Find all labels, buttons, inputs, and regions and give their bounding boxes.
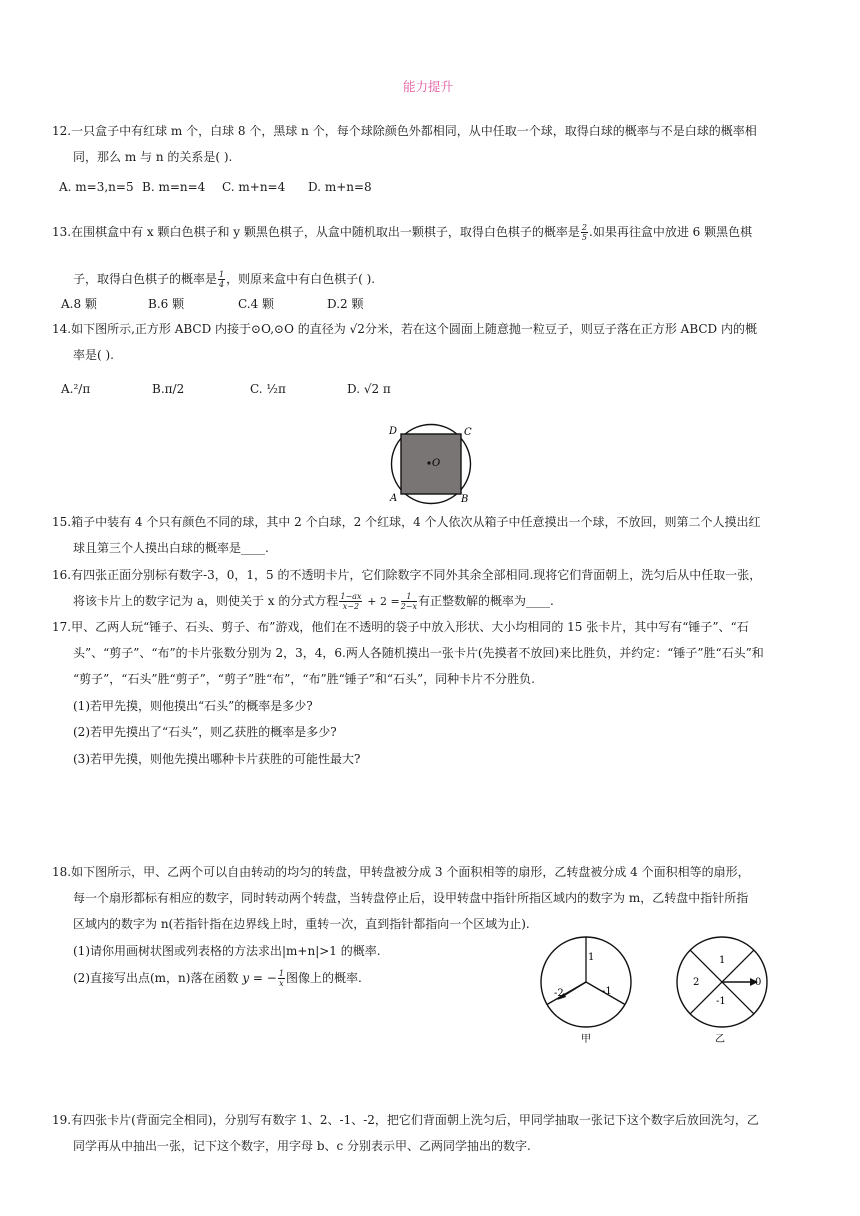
center-point [427,461,430,464]
q14-line1: 14.如下图所示,正方形 ABCD 内接于⊙O,⊙O 的直径为 √2分米，若在这个圆面上随意抛一粒豆子，则豆子落在正方形 ABCD 内的概 [52,322,757,336]
q18-sub2-num: 1 [278,969,284,978]
label-a: A [390,493,398,504]
q14-option-b: B.π/2 [152,382,185,396]
q16-eq-den2: 2−x [400,602,418,611]
q18-sub2-fraction [278,969,285,988]
q12-line1: 12.一只盒子中有红球 m 个，白球 8 个，黑球 n 个，每个球除颜色外都相同，从中任取一个球，取得白球的概率与不是白球的概率相 [52,124,757,138]
q13-option-b: B.6 颗 [148,297,185,311]
q14-line2: 率是( ). [73,348,114,362]
q12-option-d: D. m+n=8 [308,180,372,194]
label-d: D [389,426,398,437]
q18-sub2-y: y = − [242,971,277,985]
q12-line2: 同，那么 m 与 n 的关系是( ). [73,150,233,164]
q16-eq-num2: 1 [401,592,417,602]
q13-line1 [52,223,752,242]
q13-frac2-den: 4 [219,280,225,289]
q13-frac1-num: 2 [581,223,587,232]
q13-frac1-den: 5 [581,233,587,242]
q16-line2-text-b: 有正整数解的概率为____. [418,594,554,608]
q17-sub3: (3)若甲先摸，则他先摸出哪种卡片获胜的可能性最大? [73,752,361,766]
wheel-yi-figure [674,936,774,1048]
q16-eq-mid: + 2 = [367,595,400,608]
q13-fraction-1 [581,223,588,242]
wheel-jia-caption: 甲 [581,1034,591,1045]
wheel-yi-number: 2 [693,977,700,988]
q13-fraction-2 [218,270,225,289]
q18-sub2 [73,969,362,988]
q18-sub2-text-b: 图像上的概率. [285,971,362,985]
q13-line1-text-b: .如果再往盒中放进 6 颗黑色棋 [589,225,753,239]
q18-sub2-den: x [279,979,284,988]
q13-option-d: D.2 颗 [327,297,364,311]
q16-line2-text-a: 将该卡片上的数字记为 a，则使关于 x 的分式方程 [73,594,339,608]
label-o: O [432,458,441,469]
q16-eq-fraction-2 [401,592,417,611]
q17-line2: 头”、“剪子”、“布”的卡片张数分别为 2，3，4，6.两人各随机摸出一张卡片(先摸者不放回)来比胜负，并约定：“锤子”胜“石头”和 [73,646,764,660]
q18-line1: 18.如下图所示，甲、乙两个可以自由转动的均匀的转盘，甲转盘被分成 3 个面积相等的扇形，乙转盘被分成 4 个面积相等的扇形， [52,865,750,879]
q17-sub2: (2)若甲先摸出了“石头”，则乙获胜的概率是多少? [73,725,337,739]
q16-eq-den1: x−2 [342,602,360,611]
q18-sub1: (1)请你用画树状图或列表格的方法求出|m+n|>1 的概率. [73,944,381,958]
square-abcd [401,434,461,494]
wheel-jia-figure [536,936,640,1048]
wheel-yi-number: 1 [719,955,726,966]
q13-line2 [73,270,375,289]
q13-line2-text-b: ，则原来盒中有白色棋子( ). [226,272,376,286]
q12-option-b: B. m=n=4 [142,180,206,194]
section-title: 能力提升 [403,79,454,94]
q15-line2: 球且第三个人摸出白球的概率是____. [73,541,269,555]
q14-option-d: D. √2 π [347,382,391,396]
wheel-yi-number: -1 [716,996,726,1007]
q18-line2: 每一个扇形都标有相应的数字，同时转动两个转盘，当转盘停止后，设甲转盘中指针所指区域内的数字为 m，乙转盘中指针所指 [73,891,749,905]
label-b: B [461,494,469,505]
q19-line1: 19.有四张卡片(背面完全相同)，分别写有数字 1、2、-1、-2，把它们背面朝上洗匀后，甲同学抽取一张记下这个数字后放回洗匀，乙 [52,1113,759,1127]
q14-option-c: C. ½π [250,382,286,396]
q14-option-a: A.²/π [61,382,91,396]
q16-eq-fraction-1 [339,592,362,611]
wheel-jia-number: -2 [554,988,564,999]
q16-eq-num1: 1−ax [340,592,362,601]
q14-circle-square-figure [384,422,484,508]
q12-option-a: A. m=3,n=5 [59,180,134,194]
q18-sub2-text-a: (2)直接写出点(m，n)落在函数 [73,971,239,985]
q15-line1: 15.箱子中装有 4 个只有颜色不同的球，其中 2 个白球，2 个红球，4 个人依次从箱子中任意摸出一个球，不放回，则第二个人摸出红 [52,515,761,529]
q18-line3: 区域内的数字为 n(若指针指在边界线上时，重转一次，直到指针都指向一个区域为止). [73,917,530,931]
q16-line1: 16.有四张正面分别标有数字-3，0，1，5 的不透明卡片，它们除数字不同外其余全部相同.现将它们背面朝上，洗匀后从中任取一张， [52,568,762,582]
q19-line2: 同学再从中抽出一张，记下这个数字，用字母 b、c 分别表示甲、乙两同学抽出的数字. [73,1139,531,1153]
q17-sub1: (1)若甲先摸，则他摸出“石头”的概率是多少? [73,699,313,713]
label-c: C [464,427,472,438]
q13-line2-text-a: 子，取得白色棋子的概率是 [73,272,218,286]
q13-frac2-num: 1 [219,270,225,279]
wheel-yi-caption: 乙 [715,1034,725,1045]
q17-line1: 17.甲、乙两人玩“锤子、石头、剪子、布”游戏，他们在不透明的袋子中放入形状、大小均相同的 15 张卡片，其中写有“锤子”、“石 [52,620,749,634]
wheel-jia-number: 1 [588,952,595,963]
q16-line2 [73,592,554,611]
q17-line3: “剪子”，“石头”胜“剪子”，“剪子”胜“布”，“布”胜“锤子”和“石头”，同种卡片不分胜负. [73,672,535,686]
q13-line1-text-a: 13.在围棋盒中有 x 颗白色棋子和 y 颗黑色棋子，从盒中随机取出一颗棋子，取得白色棋子的概率是 [52,225,580,239]
q13-option-a: A.8 颗 [61,297,97,311]
q12-option-c: C. m+n=4 [222,180,286,194]
q13-option-c: C.4 颗 [238,297,275,311]
wheel-yi-number: 0 [755,977,762,988]
wheel-jia-number: -1 [602,986,612,997]
